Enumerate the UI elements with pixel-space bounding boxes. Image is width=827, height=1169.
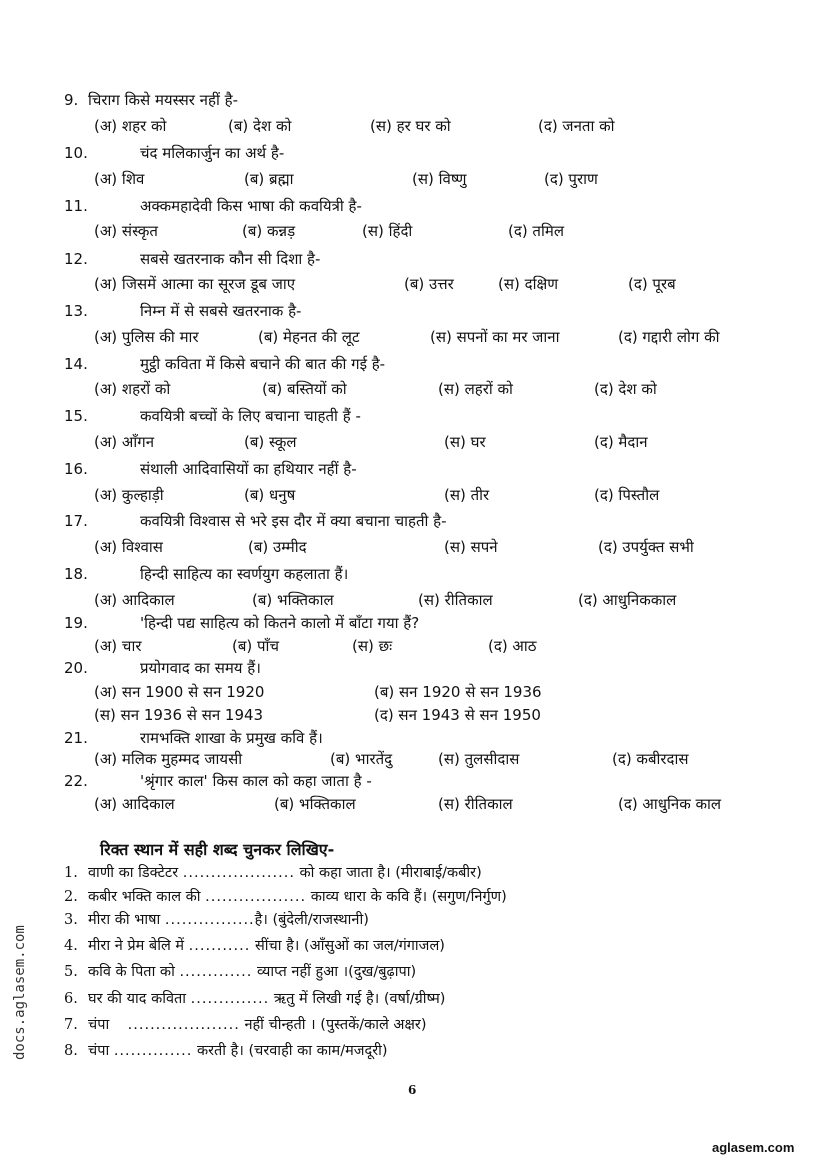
question-text: प्रयोगवाद का समय हैं। bbox=[140, 659, 261, 677]
option-a: (अ) मलिक मुहम्मद जायसी bbox=[94, 750, 243, 768]
option-a: (अ) शिव bbox=[94, 170, 145, 188]
option-c: (स) दक्षिण bbox=[498, 275, 559, 293]
question-11: 11. अक्कमहादेवी किस भाषा की कवयित्री है- bbox=[64, 197, 362, 215]
options-18 bbox=[94, 590, 794, 610]
option-a: (अ) चार bbox=[94, 637, 142, 655]
question-text: कवयित्री बच्चों के लिए बचाना चाहती हैं - bbox=[140, 407, 361, 425]
option-b: (ब) स्कूल bbox=[244, 433, 297, 451]
question-21: 21. रामभक्ति शाखा के प्रमुख कवि हैं। bbox=[64, 729, 323, 747]
side-watermark: docs.aglasem.com bbox=[12, 925, 28, 1060]
option-c: (स) सपनों का मर जाना bbox=[430, 328, 560, 346]
option-a: (अ) पुलिस की मार bbox=[94, 328, 199, 346]
option-c: (स) घर bbox=[444, 433, 486, 451]
option-c: (स) रीतिकाल bbox=[438, 795, 513, 813]
option-a: (अ) सन 1900 से सन 1920 bbox=[94, 683, 265, 701]
option-b: (ब) सन 1920 से सन 1936 bbox=[374, 683, 542, 701]
options-20a bbox=[94, 682, 794, 702]
option-d: (द) तमिल bbox=[508, 222, 565, 240]
option-c: (स) सन 1936 से सन 1943 bbox=[94, 706, 264, 724]
option-d: (द) पूरब bbox=[628, 275, 676, 293]
option-b: (ब) ब्रह्मा bbox=[244, 170, 294, 188]
options-20b bbox=[94, 705, 794, 725]
option-b: (ब) भक्तिकाल bbox=[274, 795, 356, 813]
question-14: 14. मुट्ठी कविता में किसे बचाने की बात की गई है- bbox=[64, 355, 386, 373]
option-b: (ब) बस्तियों को bbox=[262, 380, 347, 398]
options-19 bbox=[94, 636, 794, 656]
option-c: (स) हर घर को bbox=[370, 117, 451, 135]
option-d: (द) आठ bbox=[488, 637, 537, 655]
option-a: (अ) विश्वास bbox=[94, 538, 163, 556]
options-22 bbox=[94, 794, 794, 814]
options-17 bbox=[94, 537, 794, 557]
question-15: 15. कवयित्री बच्चों के लिए बचाना चाहती हैं - bbox=[64, 407, 361, 425]
option-b: (ब) भारतेंदु bbox=[330, 750, 393, 768]
option-a: (अ) संस्कृत bbox=[94, 222, 158, 240]
option-b: (ब) देश को bbox=[228, 117, 292, 135]
option-c: (स) रीतिकाल bbox=[418, 591, 493, 609]
option-d: (द) जनता को bbox=[538, 117, 615, 135]
question-22: 22. 'श्रृंगार काल' किस काल को कहा जाता है - bbox=[64, 772, 372, 790]
option-a: (अ) जिसमें आत्मा का सूरज डूब जाए bbox=[94, 275, 296, 293]
option-d: (द) देश को bbox=[594, 380, 657, 398]
fill-blanks-heading: रिक्त स्थान में सही शब्द चुनकर लिखिए- bbox=[100, 840, 335, 859]
option-b: (ब) उम्मीद bbox=[248, 538, 307, 556]
fill-item-1: 1. वाणी का डिक्टेटर .................... को कहा जाता है। (मीराबाई/कबीर) bbox=[64, 865, 482, 881]
question-text: रामभक्ति शाखा के प्रमुख कवि हैं। bbox=[140, 729, 323, 747]
question-19: 19. 'हिन्दी पद्य साहित्य को कितने कालो में बाँटा गया हैं? bbox=[64, 614, 420, 632]
option-a: (अ) शहरों को bbox=[94, 380, 171, 398]
option-d: (द) कबीरदास bbox=[612, 750, 689, 768]
question-9: 9. चिराग किसे मयस्सर नहीं है- bbox=[64, 91, 238, 109]
question-18: 18. हिन्दी साहित्य का स्वर्णयुग कहलाता हैं। bbox=[64, 565, 349, 583]
option-a: (अ) आँगन bbox=[94, 433, 155, 451]
option-a: (अ) शहर को bbox=[94, 117, 167, 135]
option-c: (स) सपने bbox=[444, 538, 498, 556]
option-c: (स) विष्णु bbox=[412, 170, 467, 188]
option-c: (स) छः bbox=[352, 637, 393, 655]
option-d: (द) पिस्तौल bbox=[594, 486, 660, 504]
option-c: (स) लहरों को bbox=[438, 380, 513, 398]
options-12 bbox=[94, 274, 794, 294]
fill-item-7: 7. चंपा .................... नहीं चीन्हती । (पुस्तकें/काले अक्षर) bbox=[64, 1017, 427, 1033]
options-13 bbox=[94, 327, 794, 347]
fill-item-5: 5. कवि के पिता को ............. व्याप्त नहीं हुआ ।(दुख/बुढ़ापा) bbox=[64, 964, 417, 980]
question-16: 16. संथाली आदिवासियों का हथियार नहीं है- bbox=[64, 460, 357, 478]
option-d: (द) मैदान bbox=[594, 433, 648, 451]
options-10 bbox=[94, 169, 794, 189]
question-text: संथाली आदिवासियों का हथियार नहीं है- bbox=[140, 460, 357, 478]
question-text: चिराग किसे मयस्सर नहीं है- bbox=[88, 91, 238, 109]
question-text: कवयित्री विश्वास से भरे इस दौर में क्या बचाना चाहती है- bbox=[140, 512, 447, 530]
options-14 bbox=[94, 379, 794, 399]
options-21 bbox=[94, 749, 794, 769]
question-17: 17. कवयित्री विश्वास से भरे इस दौर में क्या बचाना चाहती है- bbox=[64, 512, 447, 530]
option-d: (द) पुराण bbox=[544, 170, 598, 188]
page-number: 6 bbox=[408, 1083, 417, 1097]
options-16 bbox=[94, 485, 794, 505]
option-c: (स) हिंदी bbox=[362, 222, 413, 240]
question-text: हिन्दी साहित्य का स्वर्णयुग कहलाता हैं। bbox=[140, 565, 349, 583]
option-a: (अ) आदिकाल bbox=[94, 795, 175, 813]
question-20: 20. प्रयोगवाद का समय हैं। bbox=[64, 659, 261, 677]
question-text: 'श्रृंगार काल' किस काल को कहा जाता है - bbox=[140, 772, 372, 790]
option-b: (ब) भक्तिकाल bbox=[252, 591, 334, 609]
option-d: (द) गद्दारी लोग की bbox=[618, 328, 720, 346]
option-b: (ब) कन्नड़ bbox=[242, 222, 296, 240]
footer-brand: aglasem.com bbox=[712, 1140, 795, 1155]
option-a: (अ) आदिकाल bbox=[94, 591, 175, 609]
fill-item-3: 3. मीरा की भाषा ................है। (बुंदेली/राजस्थानी) bbox=[64, 912, 369, 928]
question-10: 10. चंद मलिकार्जुन का अर्थ है- bbox=[64, 144, 285, 162]
question-text: मुट्ठी कविता में किसे बचाने की बात की गई है- bbox=[140, 355, 386, 373]
option-d: (द) उपर्युक्त सभी bbox=[598, 538, 694, 556]
fill-item-8: 8. चंपा .............. करती है। (चरवाही का काम/मजदूरी) bbox=[64, 1043, 388, 1059]
option-b: (ब) धनुष bbox=[244, 486, 296, 504]
option-d: (द) सन 1943 से सन 1950 bbox=[374, 706, 541, 724]
question-text: चंद मलिकार्जुन का अर्थ है- bbox=[140, 144, 285, 162]
options-9 bbox=[94, 116, 794, 136]
question-text: 'हिन्दी पद्य साहित्य को कितने कालो में बाँटा गया हैं? bbox=[140, 614, 420, 632]
question-text: सबसे खतरनाक कौन सी दिशा है- bbox=[140, 250, 321, 268]
option-a: (अ) कुल्हाड़ी bbox=[94, 486, 164, 504]
question-12: 12. सबसे खतरनाक कौन सी दिशा है- bbox=[64, 250, 321, 268]
question-13: 13. निम्न में से सबसे खतरनाक है- bbox=[64, 302, 302, 320]
option-c: (स) तीर bbox=[444, 486, 490, 504]
question-text: अक्कमहादेवी किस भाषा की कवयित्री है- bbox=[140, 197, 362, 215]
fill-item-6: 6. घर की याद कविता .............. ऋतु में लिखी गई है। (वर्षा/ग्रीष्म) bbox=[64, 991, 446, 1007]
option-d: (द) आधुनिककाल bbox=[578, 591, 677, 609]
option-c: (स) तुलसीदास bbox=[438, 750, 520, 768]
option-d: (द) आधुनिक काल bbox=[618, 795, 722, 813]
fill-item-4: 4. मीरा ने प्रेम बेलि में ........... सींचा है। (आँसुओं का जल/गंगाजल) bbox=[64, 938, 445, 954]
option-b: (ब) पाँच bbox=[232, 637, 279, 655]
options-11 bbox=[94, 221, 794, 241]
fill-item-2: 2. कबीर भक्ति काल की .................. काव्य धारा के कवि हैं। (सगुण/निर्गुण) bbox=[64, 889, 507, 905]
options-15 bbox=[94, 432, 794, 452]
question-text: निम्न में से सबसे खतरनाक है- bbox=[140, 302, 302, 320]
option-b: (ब) उत्तर bbox=[404, 275, 454, 293]
option-b: (ब) मेहनत की लूट bbox=[258, 328, 360, 346]
